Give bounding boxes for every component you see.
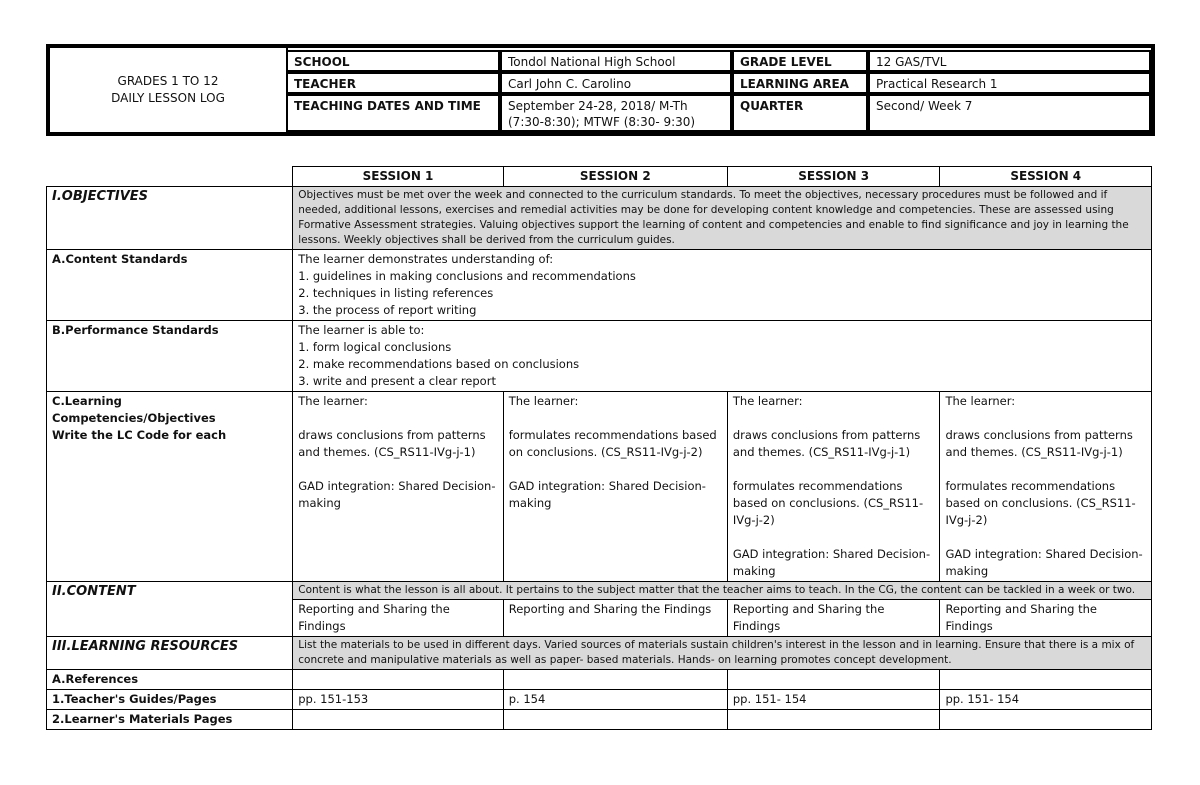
- header-box: [46, 44, 1155, 136]
- references-cell-1: [293, 670, 503, 690]
- references-label: A.References: [47, 670, 293, 690]
- teachers-guide-session-2: p. 154: [503, 690, 727, 710]
- content-session-4: Reporting and Sharing the Findings: [940, 600, 1152, 637]
- school-label: SCHOOL: [286, 50, 500, 72]
- references-cell-2: [503, 670, 727, 690]
- learners-materials-cell-4: [940, 710, 1152, 730]
- content-note: Content is what the lesson is all about. It pertains to the subject matter that the teacher aims to teach. In the CG, the content can be tackled in a week or two.: [293, 582, 1152, 600]
- competencies-row: [47, 392, 1152, 582]
- competencies-label-line-2: Write the LC Code for each: [52, 428, 227, 442]
- session-4-header: SESSION 4: [940, 167, 1152, 187]
- objectives-note: Objectives must be met over the week and connected to the curriculum standards. To meet the objectives, necessary procedures must be followed and if needed, additional lessons, exercises and remedial activities may be done for developing content knowledge and competencies. These are assessed using Formative Assessment strategies. Valuing objectives support the learning of content and competencies and enable to find significance and joy in learning the lessons. Weekly objectives shall be derived from the curriculum guides.: [293, 187, 1152, 250]
- dates-label: TEACHING DATES AND TIME: [286, 94, 500, 132]
- content-standards-text: The learner demonstrates understanding of: 1. guidelines in making conclusions and recommendations 2. techniques in listing references 3. the process of report writing: [293, 250, 1152, 321]
- learning-area-value: Practical Research 1: [868, 72, 1151, 94]
- content-standards-label: A.Content Standards: [47, 250, 293, 321]
- performance-standards-label: B.Performance Standards: [47, 321, 293, 392]
- content-session-2: Reporting and Sharing the Findings: [503, 600, 727, 637]
- performance-standards-text: The learner is able to: 1. form logical conclusions 2. make recommendations based on conclusions 3. write and present a clear report: [293, 321, 1152, 392]
- session-header-row: [47, 167, 1152, 187]
- title-line-1: GRADES 1 TO 12: [117, 74, 219, 88]
- resources-label: III.LEARNING RESOURCES: [47, 637, 293, 670]
- competency-session-4: The learner: draws conclusions from patterns and themes. (CS_RS11-IVg-j-1) formulates recommendations based on conclusions. (CS_RS11-IVg-j-2) GAD integration: Shared Decision- making: [940, 392, 1152, 582]
- competency-session-1: The learner: draws conclusions from patterns and themes. (CS_RS11-IVg-j-1) GAD integration: Shared Decision- making: [293, 392, 503, 582]
- quarter-label: QUARTER: [732, 94, 868, 132]
- competencies-label: [47, 392, 293, 582]
- competency-session-3: The learner: draws conclusions from patterns and themes. (CS_RS11-IVg-j-1) formulates recommendations based on conclusions. (CS_RS11-IVg-j-2) GAD integration: Shared Decision- making: [727, 392, 940, 582]
- session-1-header: SESSION 1: [293, 167, 503, 187]
- content-note-row: [47, 582, 1152, 600]
- teachers-guide-session-1: pp. 151-153: [293, 690, 503, 710]
- competencies-label-line-1: C.Learning Competencies/Objectives: [52, 394, 216, 425]
- resources-row: [47, 637, 1152, 670]
- content-label: II.CONTENT: [47, 582, 293, 637]
- teacher-label: TEACHER: [286, 72, 500, 94]
- content-session-3: Reporting and Sharing the Findings: [727, 600, 940, 637]
- performance-standards-row: [47, 321, 1152, 392]
- teacher-value: Carl John C. Carolino: [500, 72, 732, 94]
- grade-level-value: 12 GAS/TVL: [868, 50, 1151, 72]
- grade-level-label: GRADE LEVEL: [732, 50, 868, 72]
- learners-materials-cell-2: [503, 710, 727, 730]
- school-value: Tondol National High School: [500, 50, 732, 72]
- objectives-label: I.OBJECTIVES: [47, 187, 293, 250]
- references-cell-3: [727, 670, 940, 690]
- quarter-value: Second/ Week 7: [868, 94, 1151, 132]
- teachers-guide-label: 1.Teacher's Guides/Pages: [47, 690, 293, 710]
- resources-note: List the materials to be used in different days. Varied sources of materials sustain children's interest in the lesson and in learning. Ensure that there is a mix of concrete and manipulative materials as well as paper- based materials. Hands- on learning promotes concept development.: [293, 637, 1152, 670]
- objectives-row: [47, 187, 1152, 250]
- references-row: [47, 670, 1152, 690]
- teachers-guide-session-4: pp. 151- 154: [940, 690, 1152, 710]
- learners-materials-cell-3: [727, 710, 940, 730]
- lesson-log-table: [46, 166, 1155, 730]
- teachers-guide-row: [47, 690, 1152, 710]
- learning-area-label: LEARNING AREA: [732, 72, 868, 94]
- session-2-header: SESSION 2: [503, 167, 727, 187]
- learners-materials-row: [47, 710, 1152, 730]
- content-standards-row: [47, 250, 1152, 321]
- references-cell-4: [940, 670, 1152, 690]
- session-3-header: SESSION 3: [727, 167, 940, 187]
- learners-materials-label: 2.Learner's Materials Pages: [47, 710, 293, 730]
- competency-session-2: The learner: formulates recommendations based on conclusions. (CS_RS11-IVg-j-2) GAD integration: Shared Decision- making: [503, 392, 727, 582]
- title-line-2: DAILY LESSON LOG: [111, 91, 225, 105]
- learners-materials-cell-1: [293, 710, 503, 730]
- dates-value: September 24-28, 2018/ M-Th (7:30-8:30); MTWF (8:30- 9:30): [500, 94, 732, 132]
- log-title: [50, 48, 288, 132]
- teachers-guide-session-3: pp. 151- 154: [727, 690, 940, 710]
- content-session-1: Reporting and Sharing the Findings: [293, 600, 503, 637]
